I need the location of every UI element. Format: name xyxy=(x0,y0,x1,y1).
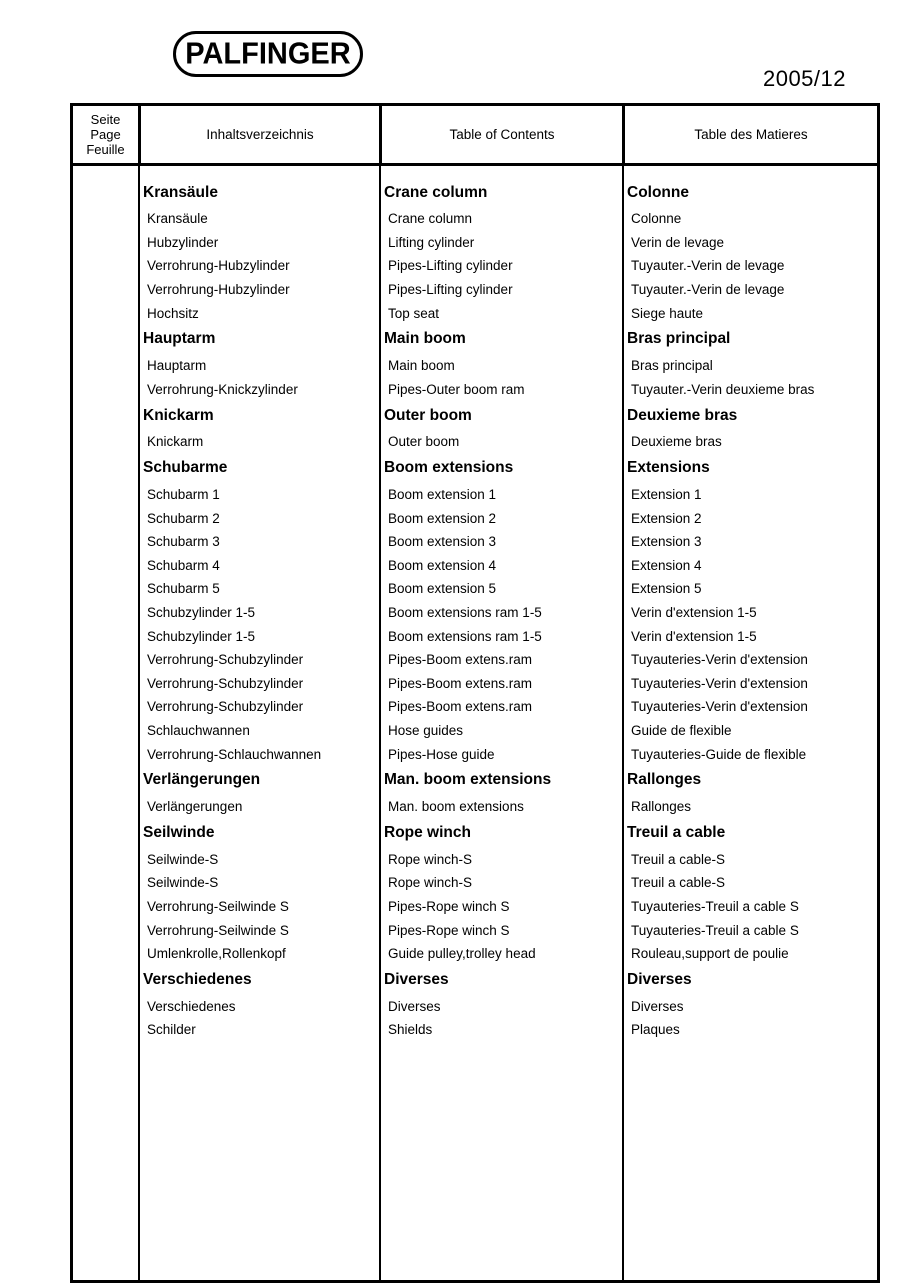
toc-item: Pipes-Hose guide xyxy=(388,746,495,762)
toc-item: Treuil a cable-S xyxy=(631,875,726,891)
section-header: Crane column xyxy=(384,183,488,201)
toc-item: Boom extension 2 xyxy=(388,510,497,526)
toc-item: Verrohrung-Hubzylinder xyxy=(147,282,290,298)
toc-item: Verrohrung-Schubzylinder xyxy=(147,699,304,715)
toc-item: Tuyauteries-Treuil a cable S xyxy=(631,922,799,938)
toc-item: Verrohrung-Seilwinde S xyxy=(147,898,289,914)
toc-item: Seilwinde-S xyxy=(147,851,219,867)
toc-item: Tuyauteries-Treuil a cable S xyxy=(631,898,799,914)
toc-item: Boom extension 3 xyxy=(388,534,497,550)
toc-item: Verin d'extension 1-5 xyxy=(631,605,757,621)
section-header: Kransäule xyxy=(143,183,218,201)
section-header: Seilwinde xyxy=(143,823,215,841)
toc-item: Schilder xyxy=(147,1022,196,1038)
section-header: Man. boom extensions xyxy=(384,771,552,789)
toc-item: Pipes-Boom extens.ram xyxy=(388,699,533,715)
section-header: Treuil a cable xyxy=(627,823,726,841)
section-header: Hauptarm xyxy=(143,330,216,348)
body-column-german xyxy=(138,166,379,1280)
toc-item: Tuyauter.-Verin deuxieme bras xyxy=(631,381,815,397)
toc-item: Pipes-Outer boom ram xyxy=(388,381,525,397)
section-header: Boom extensions xyxy=(384,459,514,477)
body-column-french xyxy=(622,166,877,1280)
toc-item: Verin de levage xyxy=(631,234,725,250)
toc-item: Diverses xyxy=(631,998,684,1014)
section-header: Verlängerungen xyxy=(143,771,261,789)
toc-item: Extension 3 xyxy=(631,534,702,550)
toc-item: Tuyauteries-Verin d'extension xyxy=(631,652,808,668)
section-header: Verschiedenes xyxy=(143,970,252,988)
toc-item: Schubzylinder 1-5 xyxy=(147,628,256,644)
toc-item: Verschiedenes xyxy=(147,998,236,1014)
header-page-column xyxy=(73,106,138,163)
header-french-column: Table des Matieres xyxy=(622,106,877,163)
toc-item: Extension 4 xyxy=(631,557,702,573)
toc-item: Boom extension 4 xyxy=(388,557,497,573)
toc-item: Verin d'extension 1-5 xyxy=(631,628,757,644)
section-header: Outer boom xyxy=(384,406,472,424)
header-page-line-en: Page xyxy=(90,127,121,142)
toc-item: Boom extension 5 xyxy=(388,581,497,597)
table-header-row xyxy=(73,106,877,166)
section-header: Knickarm xyxy=(143,406,214,424)
toc-item: Hose guides xyxy=(388,722,464,738)
toc-item: Shields xyxy=(388,1022,433,1038)
body-column-english xyxy=(379,166,622,1280)
toc-item: Schlauchwannen xyxy=(147,722,250,738)
toc-item: Verrohrung-Hubzylinder xyxy=(147,258,290,274)
palfinger-logo xyxy=(173,31,363,77)
toc-item: Schubarm 1 xyxy=(147,487,220,503)
section-header: Deuxieme bras xyxy=(627,406,738,424)
toc-item: Tuyauteries-Guide de flexible xyxy=(631,746,807,762)
section-header: Diverses xyxy=(627,970,692,988)
toc-item: Verrohrung-Schubzylinder xyxy=(147,675,304,691)
toc-item: Tuyauteries-Verin d'extension xyxy=(631,675,808,691)
section-header: Colonne xyxy=(627,183,689,201)
table-body xyxy=(73,166,877,1280)
header-english-column: Table of Contents xyxy=(379,106,622,163)
toc-item: Extension 1 xyxy=(631,487,702,503)
toc-item: Siege haute xyxy=(631,305,704,321)
toc-item: Schubarm 5 xyxy=(147,581,220,597)
section-header: Diverses xyxy=(384,970,449,988)
header-page-line-de: Seite xyxy=(90,112,121,127)
toc-item: Tuyauter.-Verin de levage xyxy=(631,258,785,274)
toc-item: Schubarm 3 xyxy=(147,534,220,550)
section-header: Rallonges xyxy=(627,771,702,789)
toc-item: Schubarm 2 xyxy=(147,510,220,526)
toc-item: Knickarm xyxy=(147,434,204,450)
toc-item: Hauptarm xyxy=(147,358,207,374)
toc-item: Pipes-Boom extens.ram xyxy=(388,675,533,691)
section-header: Bras principal xyxy=(627,330,731,348)
toc-item: Boom extensions ram 1-5 xyxy=(388,605,542,621)
header-page-line-fr: Feuille xyxy=(86,142,125,157)
toc-item: Tuyauter.-Verin de levage xyxy=(631,282,785,298)
toc-item: Lifting cylinder xyxy=(388,234,475,250)
toc-item: Top seat xyxy=(388,305,440,321)
toc-item: Extension 5 xyxy=(631,581,702,597)
toc-item: Plaques xyxy=(631,1022,680,1038)
section-header: Schubarme xyxy=(143,459,228,477)
toc-item: Rallonges xyxy=(631,799,692,815)
toc-item: Pipes-Rope winch S xyxy=(388,898,510,914)
toc-item: Diverses xyxy=(388,998,441,1014)
toc-item: Main boom xyxy=(388,358,455,374)
section-header: Main boom xyxy=(384,330,466,348)
section-header: Extensions xyxy=(627,459,710,477)
toc-item: Schubzylinder 1-5 xyxy=(147,605,256,621)
toc-item: Guide pulley,trolley head xyxy=(388,946,536,962)
toc-item: Seilwinde-S xyxy=(147,875,219,891)
toc-item: Guide de flexible xyxy=(631,722,732,738)
toc-item: Colonne xyxy=(631,211,682,227)
toc-item: Rope winch-S xyxy=(388,875,473,891)
toc-item: Pipes-Lifting cylinder xyxy=(388,258,513,274)
toc-item: Umlenkrolle,Rollenkopf xyxy=(147,946,286,962)
toc-item: Verrohrung-Schubzylinder xyxy=(147,652,304,668)
toc-item: Crane column xyxy=(388,211,473,227)
toc-item: Hubzylinder xyxy=(147,234,219,250)
section-header: Rope winch xyxy=(384,823,471,841)
toc-item: Pipes-Lifting cylinder xyxy=(388,282,513,298)
toc-item: Verrohrung-Knickzylinder xyxy=(147,381,298,397)
toc-item: Schubarm 4 xyxy=(147,557,220,573)
toc-item: Bras principal xyxy=(631,358,713,374)
toc-item: Boom extensions ram 1-5 xyxy=(388,628,542,644)
toc-item: Outer boom xyxy=(388,434,460,450)
toc-item: Extension 2 xyxy=(631,510,702,526)
edition-date: 2005/12 xyxy=(762,66,846,91)
toc-item: Tuyauteries-Verin d'extension xyxy=(631,699,808,715)
toc-item: Deuxieme bras xyxy=(631,434,722,450)
palfinger-logo-text: PALFINGER xyxy=(185,36,351,71)
toc-item: Rope winch-S xyxy=(388,851,473,867)
toc-item: Verlängerungen xyxy=(147,799,243,815)
header-german-column: Inhaltsverzeichnis xyxy=(138,106,379,163)
toc-item: Verrohrung-Schlauchwannen xyxy=(147,746,322,762)
toc-item: Kransäule xyxy=(147,211,208,227)
toc-item: Hochsitz xyxy=(147,305,199,321)
toc-item: Man. boom extensions xyxy=(388,799,524,815)
toc-item: Treuil a cable-S xyxy=(631,851,726,867)
toc-item: Boom extension 1 xyxy=(388,487,497,503)
toc-item: Verrohrung-Seilwinde S xyxy=(147,922,289,938)
toc-table xyxy=(70,103,880,1283)
toc-item: Pipes-Rope winch S xyxy=(388,922,510,938)
toc-item: Rouleau,support de poulie xyxy=(631,946,789,962)
body-column-page xyxy=(73,166,138,1280)
toc-item: Pipes-Boom extens.ram xyxy=(388,652,533,668)
